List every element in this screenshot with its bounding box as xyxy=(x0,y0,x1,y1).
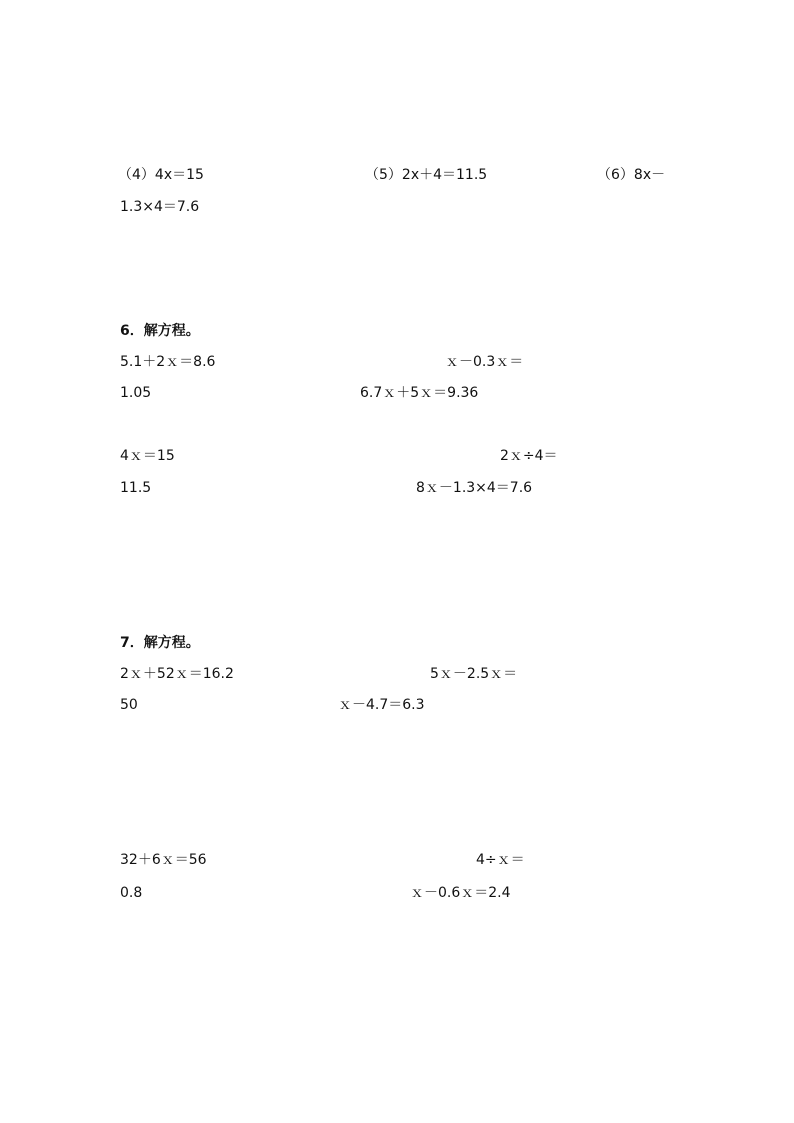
equation-4: （4）4x＝15 xyxy=(118,167,204,183)
q7-equation-5-end: 0.8 xyxy=(120,885,143,901)
q7-equation-3: ｘ－4.7＝6.3 xyxy=(338,697,425,713)
q7-equation-1: 2ｘ＋52ｘ＝16.2 xyxy=(120,666,234,682)
q6-equation-2-end: 1.05 xyxy=(120,385,152,401)
q7-equation-5-start: 4÷ｘ＝ xyxy=(476,852,525,868)
q6-equation-6: 8ｘ－1.3×4＝7.6 xyxy=(416,480,533,496)
q6-equation-5-end: 11.5 xyxy=(120,480,152,496)
q6-equation-1: 5.1＋2ｘ＝8.6 xyxy=(120,354,216,370)
equation-6-start: （6）8x－ xyxy=(597,167,666,183)
q6-equation-5-start: 2ｘ÷4＝ xyxy=(500,448,558,464)
question-7-heading: 7．解方程。 xyxy=(120,635,200,651)
q6-equation-3: 6.7ｘ＋5ｘ＝9.36 xyxy=(360,385,479,401)
question-6-heading: 6．解方程。 xyxy=(120,323,200,339)
q7-equation-6: ｘ－0.6ｘ＝2.4 xyxy=(410,885,511,901)
equation-6-end: 1.3×4＝7.6 xyxy=(120,199,200,215)
q7-equation-4: 32＋6ｘ＝56 xyxy=(120,852,207,868)
q7-equation-2-end: 50 xyxy=(120,697,138,713)
q6-equation-4: 4ｘ＝15 xyxy=(120,448,175,464)
q7-equation-2-start: 5ｘ－2.5ｘ＝ xyxy=(430,666,518,682)
q6-equation-2-start: ｘ－0.3ｘ＝ xyxy=(445,354,524,370)
equation-5: （5）2x＋4＝11.5 xyxy=(365,167,488,183)
